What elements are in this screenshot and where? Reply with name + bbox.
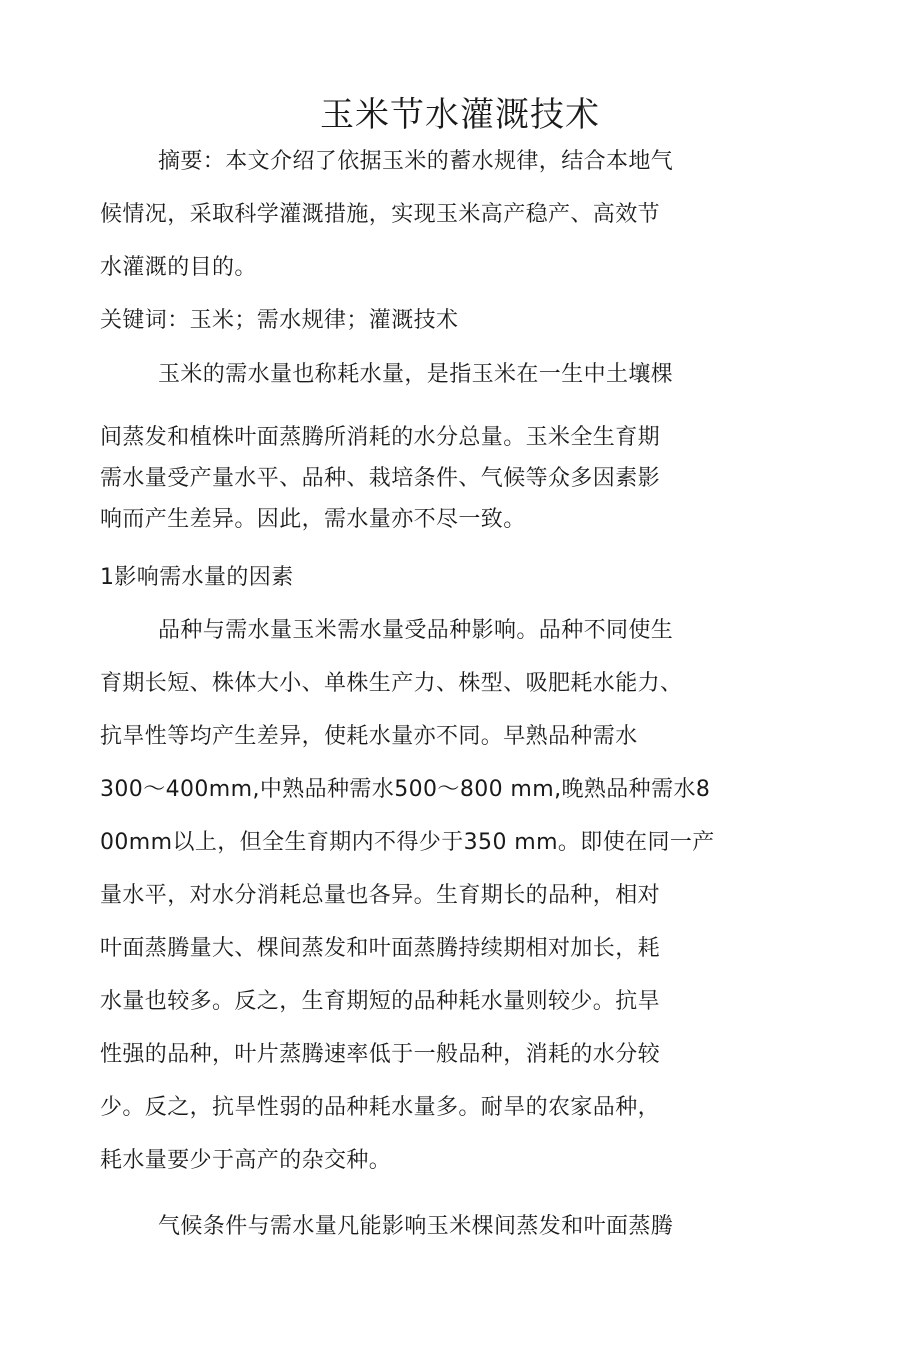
paragraph-1-line-4: 响而产生差异。因此，需水量亦不尽一致。 bbox=[100, 507, 526, 532]
paragraph-1-line-3: 需水量受产量水平、品种、栽培条件、气候等众多因素影 bbox=[100, 466, 661, 491]
abstract-line-2: 候情况，采取科学灌溉措施，实现玉米高产稳产、高效节 bbox=[100, 202, 661, 227]
section-heading: 1影响需水量的因素 bbox=[100, 565, 294, 590]
paragraph-2-line-6: 量水平，对水分消耗总量也各异。生育期长的品种，相对 bbox=[100, 883, 661, 908]
paragraph-2-line-9: 性强的品种，叶片蒸腾速率低于一般品种，消耗的水分较 bbox=[100, 1042, 661, 1067]
paragraph-1-line-2: 间蒸发和植株叶面蒸腾所消耗的水分总量。玉米全生育期 bbox=[100, 425, 661, 450]
paragraph-2-line-3: 抗旱性等均产生差异，使耗水量亦不同。早熟品种需水 bbox=[100, 724, 638, 749]
abstract-line-3: 水灌溉的目的。 bbox=[100, 255, 257, 280]
paragraph-2-line-10: 少。反之，抗旱性弱的品种耗水量多。耐旱的农家品种， bbox=[100, 1095, 661, 1120]
paragraph-1-line-1: 玉米的需水量也称耗水量，是指玉米在一生中土壤棵 bbox=[158, 362, 674, 387]
keywords-line: 关键词：玉米；需水规律；灌溉技术 bbox=[100, 308, 459, 333]
paragraph-2-line-1: 品种与需水量玉米需水量受品种影响。品种不同使生 bbox=[158, 618, 674, 643]
paragraph-2-line-5: 00mm以上，但全生育期内不得少于350 mm。即使在同一产 bbox=[100, 830, 715, 855]
abstract-line-1: 摘要：本文介绍了依据玉米的蓄水规律，结合本地气 bbox=[158, 149, 674, 174]
paragraph-2-line-11: 耗水量要少于高产的杂交种。 bbox=[100, 1148, 392, 1173]
paragraph-2-line-7: 叶面蒸腾量大、棵间蒸发和叶面蒸腾持续期相对加长，耗 bbox=[100, 936, 661, 961]
paragraph-3-line-1: 气候条件与需水量凡能影响玉米棵间蒸发和叶面蒸腾 bbox=[158, 1214, 674, 1239]
paragraph-2-line-8: 水量也较多。反之，生育期短的品种耗水量则较少。抗旱 bbox=[100, 989, 661, 1014]
document-title: 玉米节水灌溉技术 bbox=[320, 95, 600, 135]
paragraph-2-line-2: 育期长短、株体大小、单株生产力、株型、吸肥耗水能力、 bbox=[100, 671, 683, 696]
paragraph-2-line-4: 300～400mm,中熟品种需水500～800 mm,晚熟品种需水8 bbox=[100, 777, 711, 802]
